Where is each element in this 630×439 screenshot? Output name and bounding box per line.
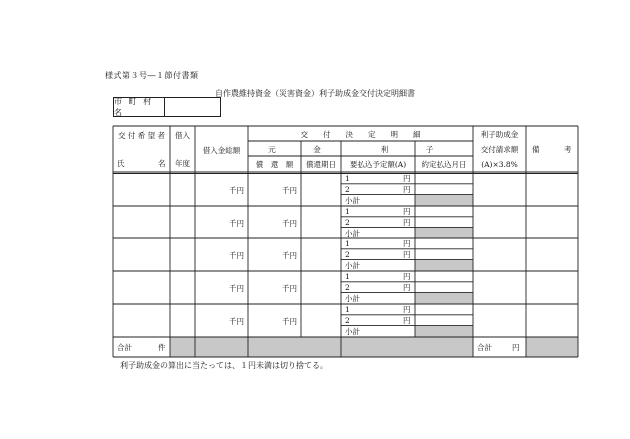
interest-line-1-unit: 円 xyxy=(403,207,411,216)
principal-header: 元 金 xyxy=(268,145,321,154)
interest-subtotal: 小計 xyxy=(345,260,360,270)
shaded-cell xyxy=(415,326,473,337)
interest-line-2: 2 xyxy=(345,282,350,292)
planned-payment-header: 要払込予定額(A) xyxy=(349,160,407,169)
subsidy-total-label: 合計 xyxy=(477,343,492,352)
interest-line-1: 1 xyxy=(345,272,350,281)
interest-line-1-unit: 円 xyxy=(403,174,411,183)
interest-line-1: 1 xyxy=(345,174,350,183)
interest-subtotal: 小計 xyxy=(345,293,360,303)
form-number: 様式第３号―１節付書類 xyxy=(105,71,199,80)
interest-line-1: 1 xyxy=(345,207,350,216)
interest-line-2-unit: 円 xyxy=(403,315,411,325)
repay-amount-unit: 千円 xyxy=(282,317,297,326)
interest-line-2: 2 xyxy=(345,315,350,325)
footnote: 利子助成金の算出に当たっては、１円未満は切り捨てる。 xyxy=(120,361,328,370)
applicant-header-name-left: 氏 xyxy=(117,159,125,168)
interest-subtotal: 小計 xyxy=(345,326,360,336)
interest-line-1-unit: 円 xyxy=(403,272,411,281)
city-name-label: 市 町 村 名 xyxy=(114,98,165,116)
loan-total-unit: 千円 xyxy=(229,219,244,228)
repay-amount-header: 償 還 額 xyxy=(255,160,294,169)
total-count-unit: 件 xyxy=(158,343,166,352)
interest-line-2-unit: 円 xyxy=(403,282,411,292)
shaded-cell xyxy=(415,195,473,206)
applicant-header: 交 付 希 望 者 xyxy=(117,131,166,140)
shaded-cell xyxy=(415,228,473,238)
payment-date-header: 約定払込月日 xyxy=(421,160,467,169)
remarks-header-right: 考 xyxy=(564,145,572,154)
document-title: 自作農維持資金（災害資金）利子助成金交付決定明細書 xyxy=(215,89,415,98)
shaded-cell xyxy=(170,337,473,357)
interest-line-2: 2 xyxy=(345,217,350,227)
subsidy-header-2: 交付請求額 xyxy=(480,145,519,154)
repay-amount-unit: 千円 xyxy=(282,186,297,195)
loan-total-unit: 千円 xyxy=(229,186,244,195)
repay-amount-unit: 千円 xyxy=(282,284,297,293)
interest-line-1: 1 xyxy=(345,239,350,248)
interest-subtotal: 小計 xyxy=(345,228,360,238)
repay-date-header: 償還期日 xyxy=(306,160,336,169)
loan-year-header-top: 借入 xyxy=(175,131,190,140)
loan-year-header-bottom: 年度 xyxy=(175,159,190,168)
shaded-cell xyxy=(415,293,473,304)
interest-line-1: 1 xyxy=(345,305,350,314)
decision-detail-header: 交 付 決 定 明 細 xyxy=(300,130,421,139)
interest-subtotal: 小計 xyxy=(345,195,360,205)
repay-amount-unit: 千円 xyxy=(282,219,297,228)
subsidy-header-3: (A)×3.8% xyxy=(481,160,518,169)
interest-header: 利 子 xyxy=(380,145,434,154)
interest-line-1-unit: 円 xyxy=(403,239,411,248)
applicant-header-name-right: 名 xyxy=(158,159,166,168)
shaded-cell xyxy=(526,337,578,357)
shaded-cell xyxy=(415,260,473,271)
loan-total-unit: 千円 xyxy=(229,251,244,260)
repay-amount-unit: 千円 xyxy=(282,251,297,260)
interest-line-2-unit: 円 xyxy=(403,184,411,194)
interest-line-2: 2 xyxy=(345,184,350,194)
interest-line-2-unit: 円 xyxy=(403,217,411,227)
loan-total-unit: 千円 xyxy=(229,284,244,293)
subsidy-total-unit: 円 xyxy=(512,343,520,352)
interest-line-2: 2 xyxy=(345,249,350,259)
loan-total-unit: 千円 xyxy=(229,317,244,326)
subsidy-header-1: 利子助成金 xyxy=(480,130,519,139)
loan-total-header: 借入金総額 xyxy=(202,146,241,155)
total-label: 合計 xyxy=(117,343,132,352)
remarks-header-left: 備 xyxy=(532,145,540,154)
interest-line-2-unit: 円 xyxy=(403,249,411,259)
interest-line-1-unit: 円 xyxy=(403,305,411,314)
